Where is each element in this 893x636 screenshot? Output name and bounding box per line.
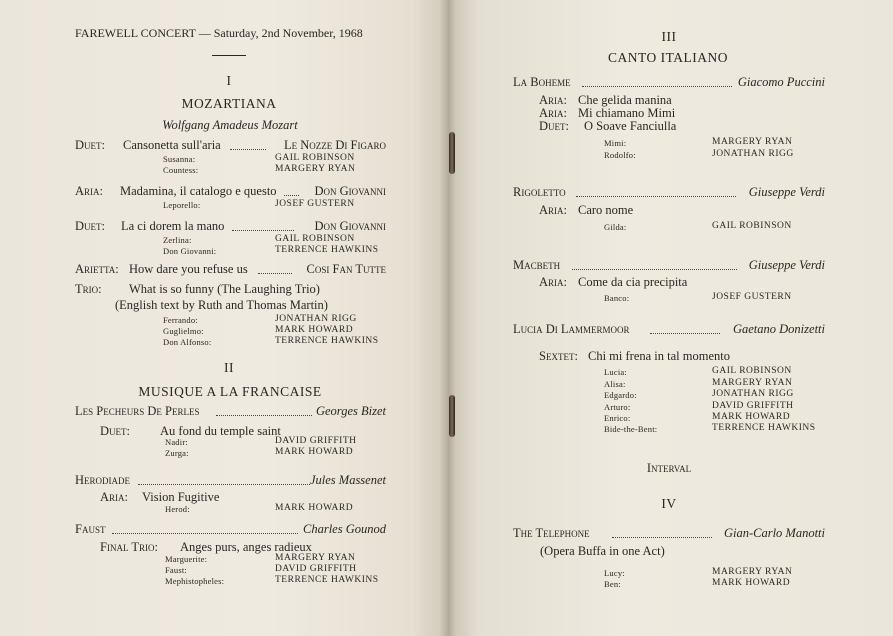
cast-singer: GAIL ROBINSON bbox=[275, 234, 355, 244]
cast-role: Lucia: bbox=[604, 367, 627, 377]
leader-dots bbox=[284, 195, 299, 196]
cast-singer: DAVID GRIFFITH bbox=[712, 401, 794, 411]
item-title: Vision Fugitive bbox=[142, 490, 220, 504]
item-type: Aria: bbox=[75, 184, 103, 198]
cast-singer: MARK HOWARD bbox=[712, 578, 791, 588]
cast-role: Marguerite: bbox=[165, 554, 208, 564]
staple-top bbox=[449, 132, 455, 174]
leader-dots bbox=[230, 149, 266, 150]
cast-role: Don Alfonso: bbox=[163, 337, 212, 347]
cast-role: Zurga: bbox=[165, 448, 189, 458]
item-title: Anges purs, anges radieux bbox=[180, 540, 312, 554]
item-type: Aria: bbox=[539, 203, 567, 217]
cast-singer: MARGERY RYAN bbox=[275, 164, 356, 174]
opera-name: Rigoletto bbox=[513, 185, 566, 199]
opera-name: Don Giovanni bbox=[314, 219, 386, 233]
leader-dots bbox=[232, 230, 294, 231]
opera-name: Cosi Fan Tutte bbox=[306, 262, 386, 276]
item-title: Cansonetta sull'aria bbox=[123, 138, 221, 152]
opera-name: Le Nozze Di Figaro bbox=[283, 138, 386, 152]
composer-name: Gaetano Donizetti bbox=[732, 322, 825, 336]
item-title: Chi mi frena in tal momento bbox=[588, 349, 730, 363]
item-title: Au fond du temple saint bbox=[160, 424, 281, 438]
cast-singer: MARK HOWARD bbox=[275, 503, 354, 513]
item-note: (Opera Buffa in one Act) bbox=[540, 544, 665, 558]
cast-role: Rodolfo: bbox=[604, 150, 636, 160]
opera-name: Herodiade bbox=[75, 473, 131, 487]
item-type: Aria: bbox=[100, 490, 128, 504]
interval-label: Interval bbox=[646, 461, 692, 475]
opera-name: Macbeth bbox=[513, 258, 561, 272]
cast-role: Ben: bbox=[604, 579, 621, 589]
section-1-composer: Wolfgang Amadeus Mozart bbox=[162, 118, 298, 132]
cast-singer: DAVID GRIFFITH bbox=[275, 436, 357, 446]
cast-singer: MARK HOWARD bbox=[275, 447, 354, 457]
cast-singer: GAIL ROBINSON bbox=[712, 221, 792, 231]
cast-role: Herod: bbox=[165, 504, 190, 514]
item-type: Aria: bbox=[539, 93, 567, 107]
cast-role: Arturo: bbox=[604, 402, 631, 412]
section-1-numeral: I bbox=[226, 73, 232, 88]
item-title: Come da cia precipita bbox=[578, 275, 688, 289]
cast-role: Nadir: bbox=[165, 437, 188, 447]
opera-name: La Boheme bbox=[513, 75, 571, 89]
leader-dots bbox=[650, 333, 720, 334]
leader-dots bbox=[138, 484, 310, 485]
opera-name: Don Giovanni bbox=[314, 184, 386, 198]
cast-role: Enrico: bbox=[604, 413, 631, 423]
cast-role: Don Giovanni: bbox=[163, 246, 217, 256]
leader-dots bbox=[576, 196, 736, 197]
cast-role: Banco: bbox=[604, 293, 630, 303]
cast-singer: JOSEF GUSTERN bbox=[275, 199, 355, 209]
opera-name: Les Pecheurs De Perles bbox=[75, 404, 200, 418]
item-type: Arietta: bbox=[75, 262, 119, 276]
cast-role: Bide-the-Bent: bbox=[604, 424, 658, 434]
item-type: Trio: bbox=[75, 282, 102, 296]
cast-singer: JONATHAN RIGG bbox=[712, 389, 794, 399]
cast-singer: JONATHAN RIGG bbox=[712, 149, 794, 159]
gutter-fold bbox=[440, 0, 456, 636]
item-type: Sextet: bbox=[539, 349, 578, 363]
item-type: Aria: bbox=[539, 106, 567, 120]
section-1-title: MOZARTIANA bbox=[181, 96, 277, 111]
cast-singer: TERRENCE HAWKINS bbox=[712, 423, 816, 433]
cast-singer: MARGERY RYAN bbox=[275, 553, 356, 563]
item-title: What is so funny (The Laughing Trio) bbox=[129, 282, 320, 296]
composer-name: Charles Gounod bbox=[303, 522, 386, 536]
header-rule bbox=[212, 55, 246, 56]
composer-name: Giacomo Puccini bbox=[737, 75, 825, 89]
cast-role: Countess: bbox=[163, 165, 199, 175]
section-2-numeral: II bbox=[224, 360, 234, 375]
item-title: O Soave Fanciulla bbox=[584, 119, 677, 133]
composer-name: Jules Massenet bbox=[309, 473, 386, 487]
item-type: Duet: bbox=[100, 424, 130, 438]
staple-bottom bbox=[449, 395, 455, 437]
item-type: Final Trio: bbox=[100, 540, 158, 554]
leader-dots bbox=[582, 86, 732, 87]
leader-dots bbox=[112, 533, 298, 534]
cast-role: Gilda: bbox=[604, 222, 627, 232]
cast-singer: MARGERY RYAN bbox=[712, 378, 793, 388]
opera-name: Faust bbox=[75, 522, 106, 536]
item-title: Caro nome bbox=[578, 203, 634, 217]
cast-singer: MARGERY RYAN bbox=[712, 567, 793, 577]
leader-dots bbox=[612, 537, 712, 538]
programme-header: FAREWELL CONCERT — Saturday, 2nd November, 1968 bbox=[75, 26, 363, 40]
cast-singer: MARK HOWARD bbox=[712, 412, 791, 422]
item-title: Mi chiamano Mimi bbox=[578, 106, 676, 120]
cast-role: Susanna: bbox=[163, 154, 196, 164]
item-title: Madamina, il catalogo e questo bbox=[120, 184, 277, 198]
cast-singer: JOSEF GUSTERN bbox=[712, 292, 792, 302]
cast-singer: MARGERY RYAN bbox=[712, 137, 793, 147]
composer-name: Giuseppe Verdi bbox=[748, 258, 825, 272]
composer-name: Georges Bizet bbox=[315, 404, 386, 418]
cast-singer: GAIL ROBINSON bbox=[275, 153, 355, 163]
cast-role: Lucy: bbox=[604, 568, 625, 578]
item-type: Aria: bbox=[539, 275, 567, 289]
cast-role: Mephistopheles: bbox=[165, 576, 225, 586]
cast-role: Faust: bbox=[165, 565, 187, 575]
cast-role: Edgardo: bbox=[604, 390, 637, 400]
cast-role: Leporello: bbox=[163, 200, 201, 210]
section-4-numeral: IV bbox=[661, 496, 677, 511]
leader-dots bbox=[258, 273, 292, 274]
cast-role: Ferrando: bbox=[163, 315, 198, 325]
right-page bbox=[448, 0, 893, 636]
item-type: Duet: bbox=[539, 119, 569, 133]
section-3-title: CANTO ITALIANO bbox=[607, 50, 729, 65]
cast-singer: DAVID GRIFFITH bbox=[275, 564, 357, 574]
cast-role: Mimi: bbox=[604, 138, 627, 148]
cast-role: Guglielmo: bbox=[163, 326, 204, 336]
cast-role: Zerlina: bbox=[163, 235, 192, 245]
cast-singer: MARK HOWARD bbox=[275, 325, 354, 335]
item-title: Che gelida manina bbox=[578, 93, 672, 107]
item-title: La ci dorem la mano bbox=[121, 219, 225, 233]
section-2-title: MUSIQUE A LA FRANCAISE bbox=[138, 384, 322, 399]
leader-dots bbox=[216, 415, 312, 416]
opera-name: The Telephone bbox=[513, 526, 590, 540]
cast-singer: TERRENCE HAWKINS bbox=[275, 245, 379, 255]
composer-name: Gian-Carlo Manotti bbox=[723, 526, 825, 540]
item-type: Duet: bbox=[75, 138, 105, 152]
leader-dots bbox=[572, 269, 737, 270]
cast-role: Alisa: bbox=[604, 379, 626, 389]
item-type: Duet: bbox=[75, 219, 105, 233]
item-note: (English text by Ruth and Thomas Martin) bbox=[115, 298, 328, 312]
cast-singer: TERRENCE HAWKINS bbox=[275, 575, 379, 585]
cast-singer: JONATHAN RIGG bbox=[275, 314, 357, 324]
cast-singer: TERRENCE HAWKINS bbox=[275, 336, 379, 346]
cast-singer: GAIL ROBINSON bbox=[712, 366, 792, 376]
item-title: How dare you refuse us bbox=[129, 262, 248, 276]
section-3-numeral: III bbox=[661, 29, 677, 44]
opera-name: Lucia Di Lammermoor bbox=[513, 322, 630, 336]
composer-name: Giuseppe Verdi bbox=[748, 185, 825, 199]
